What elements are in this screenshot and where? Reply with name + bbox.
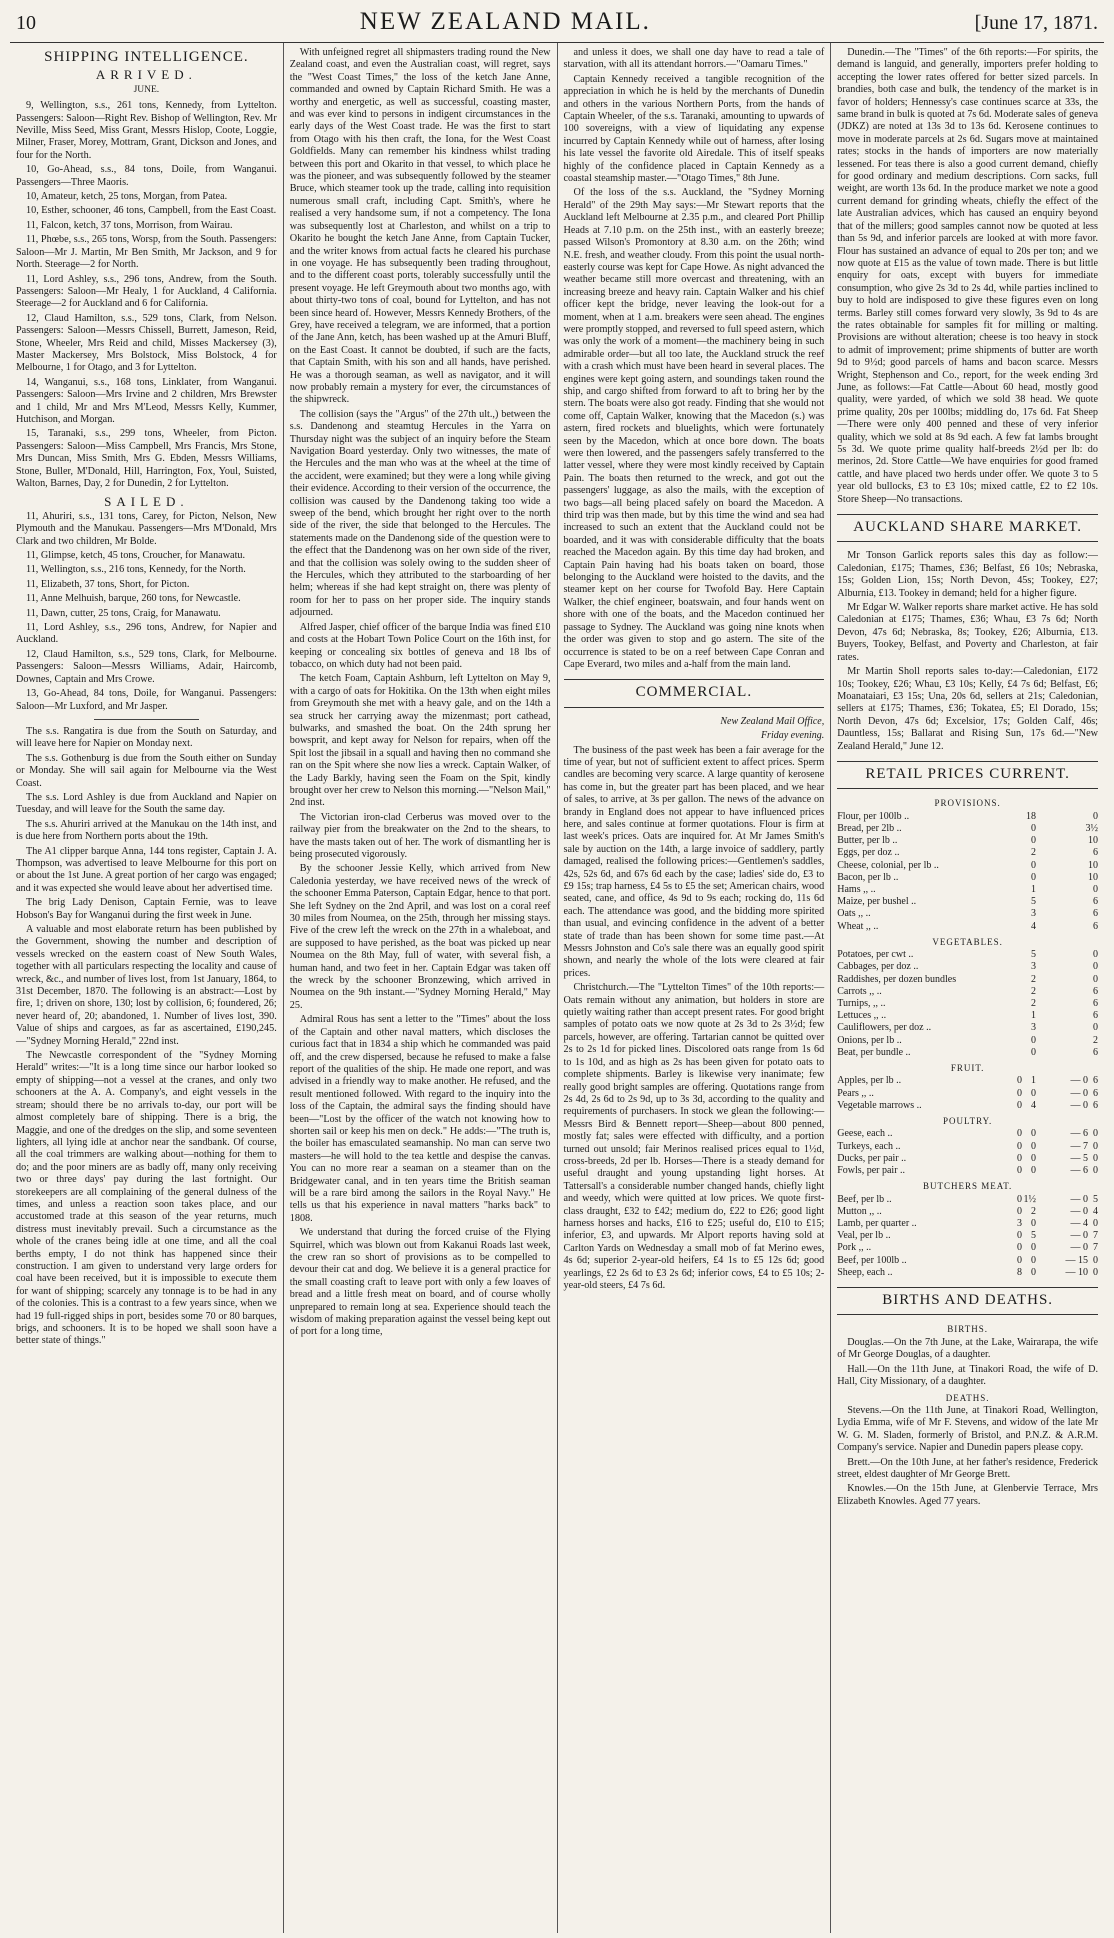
paragraph: 11, Phœbe, s.s., 265 tons, Worsp, from the South. Passengers: Saloon—Mr J. Martin, Mr Ben Smith, Mr Jackson, and 9 for North. Steerage—2 for North. xyxy=(16,234,277,271)
price-cell-b: 0 xyxy=(1031,859,1036,871)
price-category: BUTCHERS MEAT. xyxy=(922,1181,1013,1192)
price-row xyxy=(837,1047,1098,1059)
price-row xyxy=(837,823,1098,835)
paragraph: Of the loss of the s.s. Auckland, the "Sydney Morning Herald" of the 29th May says:—Mr Stewart reports that the Auckland left Melbourne at 2.35 p.m., and cleared Port Phillip Heads at 7.10 p.m. on the 25th inst., with an easterly breeze; passed Wilson's Promontory at 8.30 a.m. on the 26th; wind N.E. fresh, and weather cloudy. From this point the usual north-easterly course was kept for Cape Howe. As night advanced the weather became still more overcast and threatening, with an increasing breeze and heavy rain. Captain Walker and his chief officer kept the bridge, never leaving the look-out for a moment, when at 1 a.m. breakers were seen ahead. The engines were promptly stopped, and reversed to full speed astern, which was only the work of a moment—the machinery being in such admirable order—but all too late, the Auckland struck the reef with a crash which must have been heard in several places. The engines were kept going astern, and soundings taken round the ship, and cargo shifted from forward to aft to bring her by the stern. The boats were also got ready. Finding that she would not come off, Captain Walker, knowing that the Macedon (s.) was astern, fired rockets and bluelights, which were fortunately seen by the Macedon, which at once bore down. The boats were then lowered, and the passengers safely transferred to the latter vessel, where they were most kindly received by Captain Pain. The boats then returned to the wreck, and got out the passengers' luggage, as also the mails, with the exception of two bags—all being placed safely on board the Macedon. A third trip was then made, but by this time the wind and sea had increased to such an extent that the Auckland could not be boarded, and it was with considerable difficulty that the boats reached the Macedon again. By this time day had broken, and Captain Pain having had his boats taken on board, those belonging to the Auckland were hoisted to the davits, and the steamer kept on her course for Twofold Bay. Here Captain Walker, the chief engineer, boatswain, and four hands went on shore with one of the boats, and the Macedon continued her passage to Sydney. The Auckland was going nine knots when the order was given to stop and go astern. The site of the occurrence is stated to be on a reef between Cape Conran and Cape Everard, two miles and a-half from the main land. xyxy=(563,187,825,670)
paragraph: The s.s. Lord Ashley is due from Auckland and Napier on Tuesday, and will leave for the South the same day. xyxy=(16,791,277,816)
price-cell-c: — 0 6 xyxy=(1070,1099,1098,1111)
price-category: PROVISIONS. xyxy=(934,798,1001,809)
paragraph: Mr Edgar W. Walker reports share market active. He has sold Caledonian at £175; Thames, £36; Whau, £3 7s 6d; North Devon, 47s 6d; Nebraska, 8s; Tookey, £26; Alburnia, £13. Buyers, Tookey, Belfast, and Poverty and Charleston, at fair rates. xyxy=(837,602,1098,663)
dunedin-report xyxy=(837,47,1098,506)
price-cell-item: Flour, per 100lb .. xyxy=(837,810,910,822)
news-paragraphs xyxy=(564,47,825,671)
price-cell-c: — 5 0 xyxy=(1070,1152,1098,1164)
price-row xyxy=(837,974,1098,986)
price-cell-item: Butter, per lb .. xyxy=(837,835,898,847)
paragraph: The collision (says the "Argus" of the 27th ult.,) between the s.s. Dandenong and steamtug Hercules in the Yarra on Thursday night was the subject of an inquiry before the Steam Navigation Board yesterday. Only two witnesses, the mate of the Hercules and the man who was at the wheel at the time of the accident, were examined; but they were a long while giving their evidence. According to their version of the occurrence, the collision was caused by the Dandenong taking too wide a sweep of the bend, which brought her right over to the north side of the river, the side that belonged to the Hercules. The statements made on the Dandenong side of the question were to the effect that the Dandenong was on her own side of the river, and that the collision was solely owing to the sudden sheer of the Hercules, which they attributed to the starboarding of her helm; whereas if she had kept straight on, there was plenty of room for her to pass on her proper side. The inquiry stands adjourned. xyxy=(289,408,551,619)
price-cell-c: 6 xyxy=(1093,908,1098,920)
paragraph: Mr Martin Sholl reports sales to-day:—Caledonian, £172 10s; Tookey, £26; Whau, £3 10s; Kelly, £4 7s 6d; Belfast, £6; Moanataiari, £3 15s; Una, 20s 6d, sellers at 21s; Caledonian, sellers at £175; Thames, £36; Tokatea, £5; El Dorado, 15s; North Devon, 47s 6d; Excelsior, 17s; Golden Calf, 46s; Dauntless, 15s; Ballarat and Rising Sun, 17s 6d.—"New Zealand Herald," June 12. xyxy=(837,666,1098,752)
price-cell-item: Onions, per lb .. xyxy=(837,1034,902,1046)
paragraph: 15, Taranaki, s.s., 299 tons, Wheeler, from Picton. Passengers: Saloon—Miss Campbell, Mrs Francis, Mrs Stone, Mrs Duncan, Miss Smith, Mrs G. Ebden, Messrs Williams, Stone, Buller, M'Donald, Hill, Harrington, Fox, Youl, Suisted, Walton, Barnes, Day, 2 for Dunedin, 2 for Lyttelton. xyxy=(16,428,277,489)
price-table xyxy=(837,1075,1098,1112)
paragraph: With unfeigned regret all shipmasters trading round the New Zealand coast, and even the Australian coast, will regret, says the "West Coast Times," the loss of the ketch Jane Anne, commanded and owned by Captain Richard Smith. He was a worthy and energetic, as well as successful, coasting master, and was ever kind to persons in indigent circumstances in the early days of the West Coast trade. He was the first to start from Otago with his then craft, the Iona, for the West Coast Goldfields. Many can remember his kindness whilst trading between this port and Okarito in that vessel, to which place he was the pioneer, and was subsequently followed by the steamer Bruce, which steamer took up the trade, calling into requisition numerous small craft, including Capt. Smith's, where he realised a very handsome sum, if not a competency. The Iona was subsequently lost at Charleston, and whilst on a trip to Okarito he bought the ketch Jane Anne, from Captain Tucker, and the writer knows from actual facts he cleared his purchase in one voyage. He has subsequently been trading throughout, and to the different coast ports, tolerably successfully until the present voyage. He left Greymouth about two months ago, with about thirty-two tons of coal, bound for Lyttelton, and has not been since heard of. However, Messrs Kennedy Brothers, of the Grey, have received a telegram, we are informed, that a portion of the Jane Ann, ketch, has been washed up at the Amuri Bluff, on the East Coast. It cannot be doubted, if such are the facts, that Captain Smith, with his son and all hands, have perished. He was a thorough seaman, as well as navigator, and it will now probably remain a mystery for ever, the circumstances of the shipwreck. xyxy=(289,47,551,406)
price-cell-item: Carrots ,, .. xyxy=(837,985,882,997)
commercial-heading: COMMERCIAL. xyxy=(635,684,753,701)
price-cell-b: 0 xyxy=(1031,1266,1036,1278)
price-cell-b: 4 xyxy=(1031,920,1036,932)
paragraph: 12, Claud Hamilton, s.s., 529 tons, Clark, from Nelson. Passengers: Saloon—Messrs Chissell, Burrett, Jameson, Reid, Stone, Wheeler, Mrs Reid and child, Misses Mackersey (3), Master Mackersey, Mrs Bolstock, Miss Bolstock, 4 for Melbourne, 1 for Otago, and 3 for Lyttelton. xyxy=(16,312,277,374)
price-cell-c: — 0 5 xyxy=(1070,1193,1098,1205)
price-cell-c: 6 xyxy=(1093,985,1098,997)
price-cell-a xyxy=(1008,986,1022,998)
price-cell-item: Mutton ,, .. xyxy=(837,1205,882,1217)
paragraph: Stevens.—On the 11th June, at Tinakori Road, Wellington, Lydia Emma, wife of Mr F. Stevens, and widow of the late Mr W. G. M. Sladen, formerly of Bristol, and P.N.Z. & A.R.M. Company's service. Napier and Dunedin papers please copy. xyxy=(837,1404,1098,1454)
price-cell-c: 2 xyxy=(1093,1034,1098,1046)
price-cell-b: 4 xyxy=(1031,1099,1036,1111)
paragraph: 11, Dawn, cutter, 25 tons, Craig, for Manawatu. xyxy=(26,607,221,619)
price-cell-c: 0 xyxy=(1093,961,1098,973)
sailed-heading: SAILED. xyxy=(104,494,189,510)
price-cell-b: 0 xyxy=(1031,1128,1036,1140)
price-cell-item: Bread, per 2lb .. xyxy=(837,822,902,834)
price-cell-c: 0 xyxy=(1093,810,1098,822)
paragraph: Captain Kennedy received a tangible recognition of the appreciation in which he is held by the merchants of Dunedin and others in the various Northern Ports, from the hands of Captain Wheeler, of the s.s. Taranaki, amounting to upwards of 100 sovereigns, with a view of liquidating any expense incurred by Captain Kennedy while out of harness, after losing his late vessel the favorite old Airedale. This of itself speaks highly of the confidence placed in Captain Kennedy as a coastal steamship master.—"Otago Times," 8th June. xyxy=(563,73,825,185)
arrived-heading: ARRIVED. xyxy=(95,67,197,83)
price-cell-a xyxy=(1008,974,1022,986)
price-cell-item: Sheep, each .. xyxy=(837,1266,893,1278)
price-row xyxy=(837,1165,1098,1177)
price-cell-a: 3 xyxy=(1017,1218,1022,1230)
price-cell-item: Beef, per 100lb .. xyxy=(837,1254,907,1266)
price-cell-item: Cabbages, per doz .. xyxy=(837,961,919,973)
price-category: VEGETABLES. xyxy=(932,936,1003,947)
price-cell-a: 0 xyxy=(1017,1165,1022,1177)
price-cell-b: 0 xyxy=(1031,1087,1036,1099)
price-cell-b: 0 xyxy=(1031,1046,1036,1058)
price-cell-item: Geese, each .. xyxy=(837,1128,893,1140)
price-cell-c: 6 xyxy=(1093,920,1098,932)
paragraph: 10, Amateur, ketch, 25 tons, Morgan, from Patea. xyxy=(26,191,228,203)
price-cell-b: 5 xyxy=(1031,896,1036,908)
price-row xyxy=(837,1075,1098,1087)
shipping-heading: SHIPPING INTELLIGENCE. xyxy=(44,49,249,65)
price-cell-b: 0 xyxy=(1031,822,1036,834)
share-reports xyxy=(837,550,1098,753)
retail-prices-heading: RETAIL PRICES CURRENT. xyxy=(865,765,1070,782)
price-cell-c: 6 xyxy=(1093,847,1098,859)
price-cell-item: Maize, per bushel .. xyxy=(837,896,917,908)
columns xyxy=(10,43,1104,1933)
price-cell-a xyxy=(1008,921,1022,933)
price-row xyxy=(837,1194,1098,1206)
price-cell-c: — 0 7 xyxy=(1070,1242,1098,1254)
price-cell-item: Hams ,, .. xyxy=(837,883,876,895)
price-row xyxy=(837,896,1098,908)
paragraph: 11, Lord Ashley, s.s., 296 tons, Andrew, from the South. Passengers: Saloon—Mr Healy, 1 for Auckland, 4 California. Steerage—2 for Auckland and 6 for California. xyxy=(16,273,277,310)
price-cell-c: — 15 0 xyxy=(1065,1254,1098,1266)
column-4 xyxy=(831,43,1104,1933)
price-cell-a xyxy=(1008,1022,1022,1034)
price-cell-a: 0 xyxy=(1017,1099,1022,1111)
price-row xyxy=(837,1100,1098,1112)
price-cell-b: 0 xyxy=(1031,871,1036,883)
price-cell-item: Beef, per lb .. xyxy=(837,1193,892,1205)
price-row xyxy=(837,835,1098,847)
paragraph: The Newcastle correspondent of the "Sydney Morning Herald" writes:—"It is a long time since our harbor looked so empty of shipping—not a vessel at the cranes, and only two schooners at the A. A. Company's, and eight vessels in the stream; should there be no arrivals to-day, our port will be almost completely bare of shipping. There is a brig, the Maggie, and one of the dredges on the slip, and some seventeen lighters, all lying idle at anchor near the sandbank. Of course, all the coal trimmers are walking about—nothing for them to do; and the poor miners are as badly off, many only receiving two or three days' pay during the last fortnight. Our storekeepers are all complaining of the general dulness of the times, and unless a reaction soon takes place, and our accustomed trade at this season of the year returns, much distress must inevitably prevail. Such a circumstance as the whole of the cranes being idle at one time, and all the coal berths empty, I do not think has happened since their construction. I am given to understand very large orders for coal have been received, but it is impossible to execute them for want of shipping; scarcely any tonnage is to be had in any of the colonies. This is a contrast to a few years since, when we had 19 full-rigged ships in port, besides some 70 or 80 barques, brigs, and schooners. It is to be hoped we shall soon have a better state of things." xyxy=(16,1050,277,1347)
paragraph: Christchurch.—The "Lyttelton Times" of the 10th reports:—Oats remain without any animation, but holders in store are quietly waiting rather than accept present rates. For good bright samples of potato oats we now quote at 2s 3d to 2s 3½d; few parcels, however, are offering. Tartarian cannot be quitted over 2s to 2s 1d for picked lines. Discolored oats range from 1s 6d to 1s 10d, and as high as 2s has been given for potato oats to complete shipments. Barley is likewise very inanimate; few really good bright samples are offering. Quotations range from 2s 4d, 2s 6d to 2s 9d, up to 3s 3d, according to the quality and requirements of purchasers. In stock we glean the following:—Messrs Bird & Bennett report—Sheep—about 800 penned, mostly fat; sales were effected with difficulty, and a portion turned out unsold; fair Merinos realised prices equal to 1½d, cross-breeds, 2d per lb. Horses—There is a steady demand for useful draught and young upstanding light horses. At Tattersall's a considerable number changed hands, chiefly light and weedy, which were quitted at low prices. We quote first-class draught, £32 to £42; medium do, £22 to £26; good light harness horses and hacks, £16 to £25; useful do, £10 to £15; inferior, £3, and upwards. Mr Alport reports having sold at Carlton Yards on Wednesday a small mob of fat Merino ewes, 4s 6d; superior 2-year-old heifers, £4 1s to £5 12s 6d; good yearlings, £2 2s 6d to £3 2s 6d; inferior cows, £4 to £5 10s; 2-year-old steers, £4 7s 6d. xyxy=(563,982,825,1291)
price-cell-b: 3 xyxy=(1031,961,1036,973)
price-row xyxy=(837,872,1098,884)
price-row xyxy=(837,908,1098,920)
price-row xyxy=(837,1230,1098,1242)
price-cell-b: 0 xyxy=(1031,1254,1036,1266)
price-cell-item: Potatoes, per cwt .. xyxy=(837,949,914,961)
price-cell-a: 0 xyxy=(1017,1254,1022,1266)
price-cell-item: Cauliflowers, per doz .. xyxy=(837,1022,932,1034)
price-cell-b: 5 xyxy=(1031,1230,1036,1242)
price-row xyxy=(837,1242,1098,1254)
paragraph: The ketch Foam, Captain Ashburn, left Lyttelton on May 9, with a cargo of oats for Hokitika. On the 13th when eight miles from Greymouth she met with a heavy gale, and on the 14th a sea struck her carrying away the mizenmast; port cathead, bulwarks, and smashed the boat. On the 24th sprung her bowsprit, and kept away for Nelson for repairs, when off the Spit lost the jibsail in a squall and having then no command she ran on the Spit where she now lies a wreck. Captain Walker, of the Lady Barkly, having seen the Foam on the Spit, kindly brought over her crew to Nelson this morning.—"Nelson Mail," 2nd inst. xyxy=(289,673,551,809)
commercial-section xyxy=(564,679,825,707)
paragraph: 11, Glimpse, ketch, 45 tons, Croucher, for Manawatu. xyxy=(26,550,246,562)
commercial-paragraphs xyxy=(564,745,825,1293)
shipping-notes xyxy=(16,726,277,1348)
price-cell-item: Turkeys, each .. xyxy=(837,1140,901,1152)
price-row xyxy=(837,1218,1098,1230)
price-category: FRUIT. xyxy=(950,1063,985,1074)
price-cell-a xyxy=(1008,884,1022,896)
column-3 xyxy=(558,43,832,1933)
price-cell-b: 2 xyxy=(1031,985,1036,997)
price-table xyxy=(837,811,1098,933)
share-market-section xyxy=(837,514,1098,542)
paragraph: The Victorian iron-clad Cerberus was moved over to the railway pier from the breakwater on the 2nd to the shears, to have the masts taken out of her. The work of dismantling her is being prosecuted vigorously. xyxy=(289,811,551,860)
price-table xyxy=(837,949,1098,1059)
price-cell-a xyxy=(1008,1047,1022,1059)
price-row xyxy=(837,1088,1098,1100)
price-cell-a xyxy=(1008,847,1022,859)
births-deaths-section xyxy=(837,1287,1098,1315)
price-cell-b: 1 xyxy=(1031,1010,1036,1022)
paragraph: The A1 clipper barque Anna, 144 tons register, Captain J. A. Thompson, was advertised to leave Melbourne for this port on or about the 1st June. A great portion of her cargo was engaged; and it was expected she would leave about her advertised time. xyxy=(16,845,277,894)
divider xyxy=(94,719,198,720)
price-cell-item: Lamb, per quarter .. xyxy=(837,1218,917,1230)
price-row xyxy=(837,1010,1098,1022)
price-table xyxy=(837,1194,1098,1279)
price-cell-item: Turnips, ,, .. xyxy=(837,998,886,1009)
paragraph: Knowles.—On the 15th June, at Glenbervie Terrace, Mrs Elizabeth Knowles. Aged 77 years. xyxy=(837,1483,1098,1507)
price-cell-a: 0 xyxy=(1017,1075,1022,1087)
paragraph: The s.s. Gothenburg is due from the South either on Sunday or Monday. She will sail again for Melbourne via the West Coast. xyxy=(16,752,277,789)
births-title: BIRTHS. xyxy=(947,1324,988,1335)
price-cell-a xyxy=(1008,1010,1022,1022)
price-cell-c: 3½ xyxy=(1085,822,1098,834)
price-row xyxy=(837,986,1098,998)
column-1 xyxy=(10,43,284,1933)
price-cell-b: 3 xyxy=(1031,1022,1036,1034)
price-cell-c: 0 xyxy=(1093,949,1098,961)
price-cell-item: Bacon, per lb .. xyxy=(837,871,899,883)
paragraph: 11, Lord Ashley, s.s., 296 tons, Andrew, for Napier and Auckland. xyxy=(16,622,277,646)
price-row xyxy=(837,998,1098,1010)
price-cell-b: 0 xyxy=(1031,1152,1036,1164)
paragraph: 9, Wellington, s.s., 261 tons, Kennedy, from Lyttelton. Passengers: Saloon—Right Rev. Bishop of Wellington, Rev. Mr Neville, Miss Seed, Miss Grant, Messrs Hislop, Coote, Loggie, Milner, Fraser, Morey, Mottram, Grant, Dickson and Jones, and four for the North. xyxy=(16,100,277,161)
price-row xyxy=(837,949,1098,961)
price-cell-b: 2 xyxy=(1031,998,1036,1009)
price-cell-c: — 10 0 xyxy=(1065,1266,1098,1278)
price-cell-c: 0 xyxy=(1093,1022,1098,1034)
price-row xyxy=(837,1267,1098,1279)
price-row xyxy=(837,860,1098,872)
births-deaths-heading: BIRTHS AND DEATHS. xyxy=(882,1292,1054,1309)
price-row xyxy=(837,1141,1098,1153)
paragraph: 11, Anne Melhuish, barque, 260 tons, for Newcastle. xyxy=(26,593,241,605)
paragraph: Hall.—On the 11th June, at Tinakori Road, the wife of D. Hall, City Missionary, of a daughter. xyxy=(837,1363,1098,1388)
paragraph: Alfred Jasper, chief officer of the barque India was fined £10 and costs at the Hobart Town Police Court on the 16th inst, for keeping or concealing six bottles of geneva and 18 lbs of tobacco, on which duty had not been paid. xyxy=(289,621,551,670)
price-cell-item: Ducks, per pair .. xyxy=(837,1152,907,1164)
price-cell-a xyxy=(1008,1035,1022,1047)
office-line: New Zealand Mail Office, xyxy=(720,715,825,727)
price-cell-a xyxy=(1008,860,1022,872)
price-row xyxy=(837,847,1098,859)
price-cell-b: 0 xyxy=(1031,835,1036,847)
price-cell-b: 2 xyxy=(1031,973,1036,985)
paragraph: We understand that during the forced cruise of the Flying Squirrel, which was blown out from Kakanui Roads last week, the crew ran so short of provisions as to be compelled to devour their cat and dog. We believe it is a general practice for the small coasting craft to leave port with only a few loaves of bread and a little fresh meat on board, and of course wholly unprepared to remain long at sea. Experience should teach the wisdom of making preparation against the vessel being kept out of port for a long time, xyxy=(289,1227,551,1338)
paragraph: 10, Go-Ahead, s.s., 84 tons, Doile, from Wanganui. Passengers—Three Maoris. xyxy=(16,164,277,188)
price-cell-c: — 6 0 xyxy=(1070,1165,1098,1177)
price-cell-item: Beat, per bundle .. xyxy=(837,1046,911,1058)
price-cell-c: 6 xyxy=(1093,998,1098,1009)
price-cell-b: 0 xyxy=(1031,1034,1036,1046)
paragraph: 12, Claud Hamilton, s.s., 529 tons, Clark, for Melbourne. Passengers: Saloon—Messrs Williams, Adair, Haircomb, Downes, Captain and Mrs Crowe. xyxy=(16,648,277,685)
price-cell-item: Apples, per lb .. xyxy=(837,1075,902,1087)
price-category: POULTRY. xyxy=(942,1116,993,1127)
price-row xyxy=(837,961,1098,973)
paragraph: 14, Wanganui, s.s., 168 tons, Linklater, from Wanganui. Passengers: Saloon—Mrs Irvine and 2 children, Mrs Brewster and 1 child, Mr and Mrs M'Leod, Messrs Kelly, Kummer, Hutchison, and Morgan. xyxy=(16,376,277,425)
price-row xyxy=(837,811,1098,823)
price-cell-a xyxy=(1008,998,1022,1010)
paragraph: 11, Elizabeth, 37 tons, Short, for Picton. xyxy=(26,578,190,590)
price-cell-a xyxy=(1008,811,1022,823)
price-cell-c: — 6 0 xyxy=(1070,1128,1098,1140)
price-cell-a: 0 xyxy=(1017,1230,1022,1242)
price-cell-item: Raddishes, per dozen bundles xyxy=(837,973,957,985)
price-cell-b: 2 xyxy=(1031,1205,1036,1217)
price-cell-c: — 0 7 xyxy=(1070,1230,1098,1242)
price-cell-c: 0 xyxy=(1093,973,1098,985)
price-row xyxy=(837,1035,1098,1047)
price-cell-b: 0 xyxy=(1031,1140,1036,1152)
month-label: JUNE. xyxy=(133,84,160,95)
price-cell-b: 2 xyxy=(1031,847,1036,859)
news-paragraphs xyxy=(290,47,551,1339)
price-cell-a: 0 xyxy=(1017,1087,1022,1099)
paragraph: and unless it does, we shall one day have to read a tale of starvation, with all its attendant horrors.—"Oamaru Times." xyxy=(563,47,825,71)
price-cell-b: 0 xyxy=(1031,1165,1036,1177)
paragraph: 10, Esther, schooner, 46 tons, Campbell, from the East Coast. xyxy=(26,205,277,217)
price-cell-a: 0 xyxy=(1017,1128,1022,1140)
price-cell-c: — 0 6 xyxy=(1070,1087,1098,1099)
price-cell-c: 10 xyxy=(1088,859,1098,871)
deaths-title: DEATHS. xyxy=(945,1392,990,1403)
price-cell-b: 0 xyxy=(1031,1242,1036,1254)
price-cell-a xyxy=(1008,961,1022,973)
price-cell-b: 1 xyxy=(1031,883,1036,895)
price-cell-b: 1 xyxy=(1031,1075,1036,1087)
price-table xyxy=(837,1128,1098,1177)
newspaper-title: NEW ZEALAND MAIL. xyxy=(359,8,651,35)
price-cell-a: 8 xyxy=(1017,1266,1022,1278)
price-cell-c: — 4 0 xyxy=(1070,1218,1098,1230)
price-cell-item: Oats ,, .. xyxy=(837,908,871,920)
price-cell-a xyxy=(1008,872,1022,884)
paragraph: 11, Falcon, ketch, 37 tons, Morrison, from Wairau. xyxy=(26,219,233,231)
price-cell-item: Pears ,, .. xyxy=(837,1087,874,1099)
price-cell-c: 10 xyxy=(1088,835,1098,847)
price-cell-a xyxy=(1008,908,1022,920)
price-cell-c: — 7 0 xyxy=(1070,1140,1098,1152)
price-row xyxy=(837,1128,1098,1140)
page-number: 10 xyxy=(16,12,36,34)
price-row xyxy=(837,1153,1098,1165)
paragraph: Dunedin.—The "Times" of the 6th reports:—For spirits, the demand is languid, and generally, importers prefer holding to accepting the lower rates offered for better sized parcels. In brandies, both case and bulk, the tendency of the market is in favor of holders; Hennessy's case continues scarce at 33s, the same brand in bulk is quoted at 7s 6d. Moderate sales of geneva (JDKZ) are noted at 13s 3d to 13s 6d. Kerosene continues to move in moderate parcels at 2s 6d. Sugars move at maintained rates; stocks in the hands of importers are now materially lessened. For teas there is also a good current demand, chiefly for good ordinary and medium descriptions. Corn sacks, full weight, are worth 13s 6d. In the produce market we note a good current demand for grinding wheats, chiefly the effect of the late Australian advices, which has caused an enquiry beyond that of the millers; good samples cannot now be quoted at less than 5s 9d, and inferior parcels are looked at with more favor. Flour has sustained an advance of equal to 20s per ton; and we now quote at £15 as the value of town made. There is but little enquiry for oats, except with buyers for immediate consumption, who give 2s 3d to 2s 4d, while parties inclined to buy to hold are indisposed to give these figures even on long terms. Barley still comes forward very slowly, 3s 9d to 4s are the rates obtainable for samples fit for milling or malting. Provisions are without alteration; cheese is too heavy in stock to admit of improvement; prime shipments of butter are worth 9d to 9½d; good parcels of hams and bacon scarce. Messrs Wright, Stephenson and Co., report, for the week ending 3rd June, as follows:—Fat Cattle—About 60 head, mostly good quality, were yarded, of which we sold 38 head. We quote prime quality, 20s per 100lbs; middling do, 17s 6d. Fat Sheep—There were only 400 penned and these of very inferior quality, which we sold at 8s 9d each. A few fat lambs brought 5s 3d. We quote prime quality half-breeds 2½d per lb: do merinos, 2d. Store Cattle—We have enquiries for good framed cattle, and have placed two herds under offer. We quote 3 to 5 year old bullocks, £3 to £3 10s; mixed cattle, £2 to £2 10s. Store Sheep—No transactions. xyxy=(837,47,1098,505)
price-cell-b: 0 xyxy=(1031,1218,1036,1230)
paragraph: A valuable and most elaborate return has been published by the Government, showing the number and description of vessels wrecked on the eastern coast of New South Wales, together with all particulars respecting the locality and cause of wreck, &c., and number of lives lost, from 1st January, 1864, to 31st December, 1870. The following is an abstract:—Lost by fire, 1; driven on shore, 130; lost by collision, 6; foundered, 26; never heard of, 20; abandoned, 1. Number of lives lost, 390. Value of ships and cargoes, as far as ascertained, £190,245.—"Sydney Morning Herald," 22nd inst. xyxy=(16,924,277,1047)
day-line: Friday evening. xyxy=(760,730,825,742)
price-cell-item: Vegetable marrows .. xyxy=(837,1099,922,1111)
paragraph: 11, Wellington, s.s., 216 tons, Kennedy, for the North. xyxy=(26,564,246,576)
column-2 xyxy=(284,43,558,1933)
price-cell-item: Fowls, per pair .. xyxy=(837,1165,906,1177)
price-row xyxy=(837,921,1098,933)
deaths-list xyxy=(837,1405,1098,1508)
price-cell-item: Veal, per lb .. xyxy=(837,1230,891,1242)
paragraph: The business of the past week has been a fair average for the time of year, but not of sufficient extent to affect prices. Sperm candles are becoming very scarce. A large quantity of kerosene has come in, but the greater part has been placed, and we hear of sales, to arrive, at 3s per gallon. The news of the advance on brandy in England does not appear to have influenced prices here, and sales continue at former quotations. Flour is firm at last week's prices. Oats are inquired for. At Mr James Smith's sale by auction on the 14th, a large invoice of saddlery, partly damaged, realised the following prices:—Gentlemen's saddles, 42s, 52s 6d, and 67s 6d each by the case; ladies' side do, £3 to £9 15s; trap harness, £4 5s to £5 the set; American chairs, wood seated, cane, and office, 4s 9d to 9s each; rocking do, 11s 6d each. The attendance was good, and the bidding more spirited than usual, and evincing confidence in the advent of a better state of trade than has been shown for some time past.—At Messrs Johnston and Co's sale there was an equally good spirit shown, and nearly the whole of the lots were cleared at fair prices. xyxy=(563,744,825,979)
price-cell-c: 6 xyxy=(1093,1046,1098,1058)
price-cell-b: 5 xyxy=(1031,949,1036,961)
paragraph: 11, Ahuriri, s.s., 131 tons, Carey, for Picton, Nelson, New Plymouth and the Manukau. Passengers—Mrs M'Donald, Mrs Clark and two children, Mr Bolde. xyxy=(16,510,277,547)
price-cell-a xyxy=(1008,835,1022,847)
paragraph: Douglas.—On the 7th June, at the Lake, Wairarapa, the wife of Mr George Douglas, of a daughter. xyxy=(837,1336,1098,1361)
price-cell-a: 0 xyxy=(1017,1242,1022,1254)
price-cell-c: 0 xyxy=(1093,883,1098,895)
price-cell-a xyxy=(1008,949,1022,961)
price-cell-c: 6 xyxy=(1093,1010,1098,1022)
price-cell-item: Cheese, colonial, per lb .. xyxy=(837,859,939,871)
paragraph: The s.s. Rangatira is due from the South on Saturday, and will leave here for Napier on Monday next. xyxy=(16,725,277,750)
price-cell-a: 0 xyxy=(1017,1205,1022,1217)
price-row xyxy=(837,884,1098,896)
paragraph: By the schooner Jessie Kelly, which arrived from New Caledonia yesterday, we have received news of the wreck of the schooner Emma Paterson, Captain Edgar, hence to that port. She left Sydney on the 2nd April, and was lost on a coral reef 30 miles from Noumea, on the 25th, through her missing stays. Five of the crew left the wreck on the 27th in a whaleboat, and are supposed to have perished, as the boat was picked up near Noumea on the 8th May, full of water, with several fish, a human hand, and two feet in her. Captain Edgar was taken off the wreck by the schooner Bronzewing, which arrived in Noumea on the 9th instant.—"Sydney Morning Herald," May 25. xyxy=(289,863,551,1011)
arrived-list xyxy=(16,100,277,490)
masthead xyxy=(10,8,1104,43)
births-list xyxy=(837,1337,1098,1389)
price-cell-b: 3 xyxy=(1031,908,1036,920)
price-cell-c: — 0 4 xyxy=(1070,1205,1098,1217)
paragraph: 13, Go-Ahead, 84 tons, Doile, for Wanganui. Passengers: Saloon—Mr Luxford, and Mr Jasper. xyxy=(16,688,277,712)
paragraph: Mr Tonson Garlick reports sales this day as follow:—Caledonian, £175; Thames, £36; Belfast, £6 10s; Nebraska, 15s; Golden Lion, 15s; North Devon, 45s; Tookey, £27; Alburnia, £13. Tookey in demand; held for a higher figure. xyxy=(837,550,1098,599)
price-row xyxy=(837,1022,1098,1034)
retail-price-tables xyxy=(837,797,1098,1279)
price-cell-a: 0 xyxy=(1017,1140,1022,1152)
price-cell-item: Eggs, per doz .. xyxy=(837,847,900,859)
share-market-heading: AUCKLAND SHARE MARKET. xyxy=(853,519,1083,536)
paragraph: Brett.—On the 10th June, at her father's residence, Frederick street, eldest daughter of Mr George Brett. xyxy=(837,1456,1098,1480)
price-cell-b: 18 xyxy=(1026,810,1036,822)
paragraph: The s.s. Ahuriri arrived at the Manukau on the 14th inst, and is due here from Northern ports about the 19th. xyxy=(16,818,277,843)
price-cell-c: 6 xyxy=(1093,896,1098,908)
price-cell-a xyxy=(1008,896,1022,908)
price-cell-item: Lettuces ,, .. xyxy=(837,1010,887,1022)
issue-date: [June 17, 1871. xyxy=(974,12,1098,34)
price-cell-b: 1½ xyxy=(1023,1193,1036,1205)
sailed-list xyxy=(16,511,277,713)
price-cell-item: Wheat ,, .. xyxy=(837,920,879,932)
price-cell-item: Pork ,, .. xyxy=(837,1242,872,1254)
paragraph: Admiral Rous has sent a letter to the "Times" about the loss of the Captain and other naval matters, which discloses the curious fact that in 1834 a ship which he commanded was paid off, and the crew dispersed, because he refused to make a false report of the qualities of the ship. He made one report, and was advised in a friendly way to make another. He refused, and the result mentioned followed. With regard to the inquiry into the loss of the Captain, the admiral says the finding should have been—"Lost by the officer of the watch not knowing how to shorten sail or keep his men on deck." He adds:—"The truth is, the boiler has emasculated seamanship. No man can serve two masters—he will hold to the tea kettle and despise the canvas. You can no more rear a seaman on a steamer than on the Bridgewater canal, and in ten years time the British seaman will be a rare bird among the sailors in the Royal Navy." He tells us that his experience in naval matters "harks back" to 1808. xyxy=(289,1014,551,1224)
price-row xyxy=(837,1255,1098,1267)
price-cell-a: 0 xyxy=(1017,1152,1022,1164)
retail-prices-section xyxy=(837,761,1098,789)
price-cell-c: 10 xyxy=(1088,871,1098,883)
price-cell-a xyxy=(1008,823,1022,835)
price-cell-a: 0 xyxy=(1017,1193,1022,1205)
paragraph: The brig Lady Denison, Captain Fernie, was to leave Hobson's Bay for Wanganui during the first week in June. xyxy=(16,897,277,921)
price-cell-c: — 0 6 xyxy=(1070,1075,1098,1087)
price-row xyxy=(837,1206,1098,1218)
